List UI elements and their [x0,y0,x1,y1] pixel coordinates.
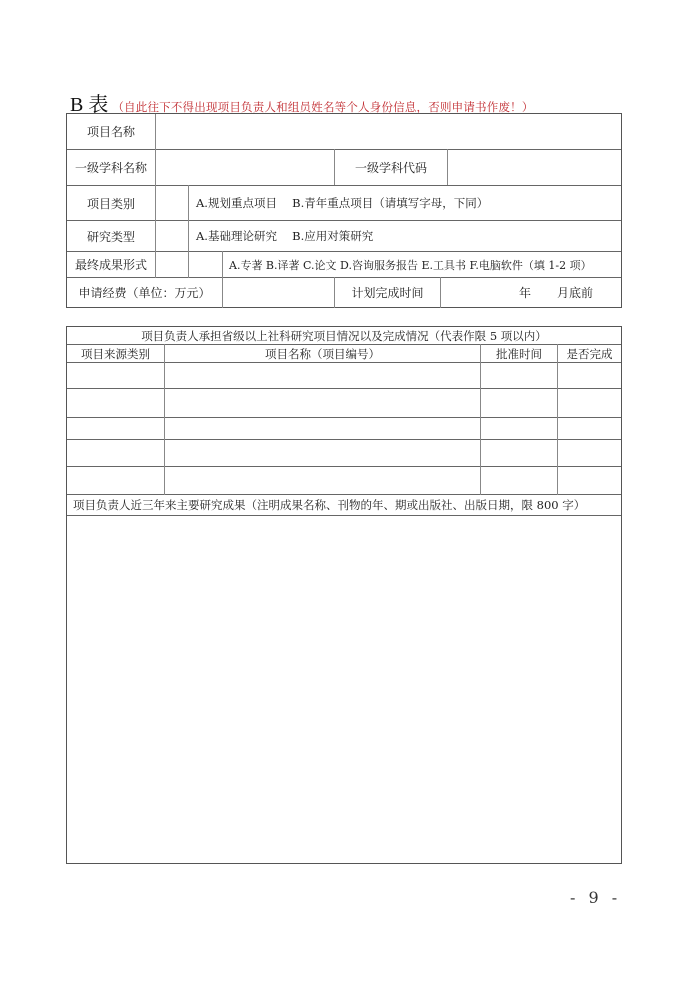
completed-cell[interactable] [558,418,621,439]
final-output-field-2[interactable] [189,252,222,277]
discipline-name-label: 一级学科名称 [74,161,147,175]
table-row [67,467,621,494]
planned-completion-label: 计划完成时间 [351,286,424,300]
project-name-cell[interactable] [165,418,480,439]
table-row [67,440,621,466]
discipline-code-label: 一级学科代码 [354,161,427,175]
approval-time-cell[interactable] [481,418,557,439]
col-header-project-name: 项目名称（项目编号） [265,346,380,361]
achievements-textarea[interactable] [67,516,621,863]
completed-cell[interactable] [558,389,621,417]
project-name-cell[interactable] [165,467,480,494]
table-row [67,418,621,439]
final-output-label: 最终成果形式 [74,258,147,272]
project-name-field[interactable] [156,114,621,149]
project-type-field[interactable] [156,186,188,220]
col-header-source: 项目来源类别 [81,346,150,361]
final-output-field-1[interactable] [156,252,188,277]
approval-time-cell[interactable] [481,389,557,417]
privacy-warning: （自此往下不得出现项目负责人和组员姓名等个人身份信息，否则申请书作废！） [112,100,534,114]
source-cell[interactable] [67,418,164,439]
approval-time-cell[interactable] [481,467,557,494]
year-suffix: 年 [519,286,532,300]
funding-label: 申请经费（单位：万元） [78,286,211,300]
research-projects-table [66,326,622,864]
table-row [67,363,621,388]
source-cell[interactable] [67,467,164,494]
research-type-field[interactable] [156,221,188,251]
section-heading [70,88,534,114]
approval-time-cell[interactable] [481,440,557,466]
discipline-name-field[interactable] [156,150,334,185]
funding-field[interactable] [223,278,334,307]
source-cell[interactable] [67,363,164,388]
research-type-label: 研究类型 [86,229,135,244]
page-number: - 9 - [570,888,622,907]
approval-time-cell[interactable] [481,363,557,388]
project-type-options: A.规划重点项目 B.青年重点项目（请填写字母，下同） [196,196,489,210]
project-name-cell[interactable] [165,363,480,388]
project-name-cell[interactable] [165,389,480,417]
completed-cell[interactable] [558,467,621,494]
source-cell[interactable] [67,389,164,417]
planned-completion-field[interactable] [441,278,621,307]
source-cell[interactable] [67,440,164,466]
completed-cell[interactable] [558,440,621,466]
final-output-options: A.专著 B.译著 C.论文 D.咨询服务报告 E.工具书 F.电脑软件（填 1-2 项） [229,258,592,272]
basic-info-table [66,113,622,308]
col-header-approval-time: 批准时间 [496,346,542,361]
section-title: B 表 [70,94,109,116]
project-name-label: 项目名称 [86,125,135,139]
achievements-label: 项目负责人近三年来主要研究成果（注明成果名称、刊物的年、期或出版社、出版日期，限 800 字） [73,498,586,512]
completed-cell[interactable] [558,363,621,388]
project-name-cell[interactable] [165,440,480,466]
projects-table-title: 项目负责人承担省级以上社科研究项目情况以及完成情况（代表作限 5 项以内） [141,328,547,343]
discipline-code-field[interactable] [448,150,621,185]
table-row [67,389,621,417]
research-type-options: A.基础理论研究 B.应用对策研究 [196,229,374,243]
col-header-completed: 是否完成 [566,346,613,361]
month-suffix: 月底前 [557,286,594,300]
project-type-label: 项目类别 [86,196,135,211]
